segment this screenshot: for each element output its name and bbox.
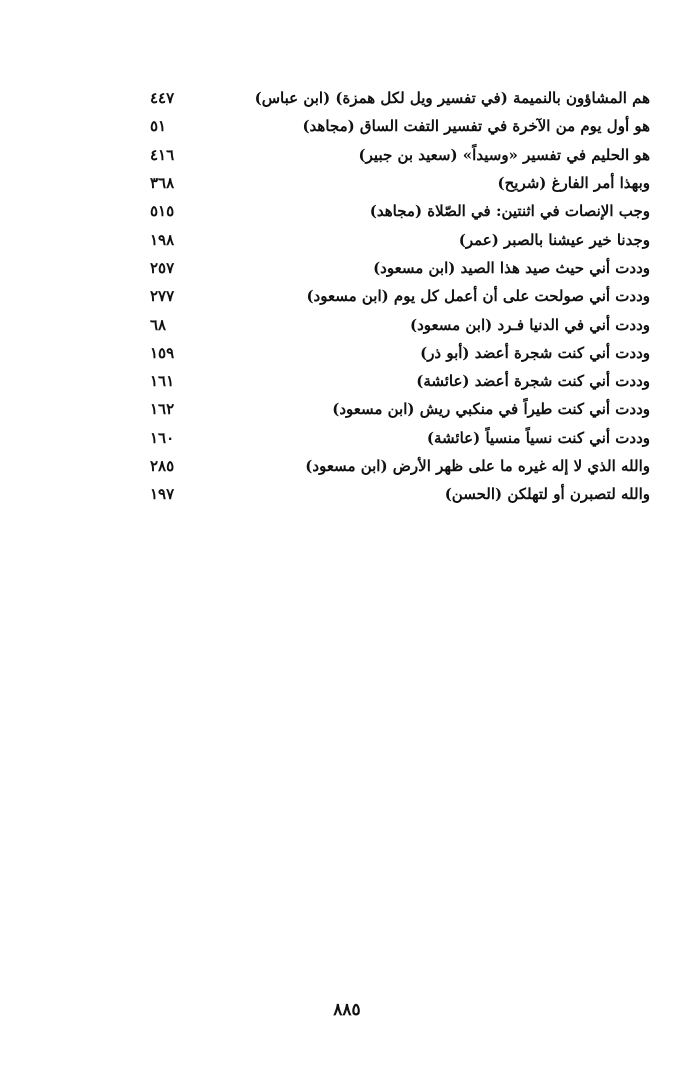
entry-text: وددت أني حيث صيد هذا الصيد (ابن مسعود): [373, 258, 650, 277]
entry-page-number: ١٦٢: [150, 400, 175, 419]
entry-page-number: ٥١: [150, 117, 167, 136]
entry-text: وددت أني كنت شجرة أعضد (عائشة): [416, 372, 650, 391]
entry-page-number: ٢٨٥: [150, 457, 175, 475]
index-row: [150, 452, 650, 480]
entry-page-number: ٤١٦: [150, 145, 175, 164]
entry-text: والله لتصبرن أو لتهلكن (الحسن): [444, 485, 650, 504]
entry-text: وجب الإنصات في اثنتين: في الصّلاة (مجاهد): [369, 202, 650, 221]
entry-page-number: ١٩٨: [150, 230, 175, 249]
index-row: [150, 395, 650, 423]
index-row: [150, 84, 650, 112]
entry-text: وجدنا خير عيشنا بالصبر (عمر): [458, 230, 650, 249]
entry-text: وددت أني كنت شجرة أعضد (أبو ذر): [420, 343, 650, 362]
footer-page-number: ٨٨٥: [333, 1000, 361, 1020]
entry-page-number: ٣٦٨: [150, 174, 175, 193]
entry-text: هو أول يوم من الآخرة في تفسير التفت الساق (مجاهد): [302, 117, 650, 136]
entry-text: والله الذي لا إله غيره ما على ظهر الأرض (ابن مسعود): [305, 457, 650, 475]
index-row: [150, 254, 650, 282]
index-row: [150, 367, 650, 395]
entry-text: وددت أني صولحت على أن أعمل كل يوم (ابن مسعود): [306, 287, 650, 306]
index-row: [150, 424, 650, 452]
entry-page-number: ١٦٠: [150, 428, 175, 447]
index-row: [150, 141, 650, 169]
entry-text: هو الحليم في تفسير «وسيداً» (سعيد بن جبير): [358, 145, 650, 164]
index-row: [150, 197, 650, 225]
index-row: [150, 480, 650, 508]
entry-page-number: ١٥٩: [150, 343, 175, 362]
entry-page-number: ١٦١: [150, 372, 175, 391]
index-row: [150, 282, 650, 310]
entry-text: وبهذا أمر الفارغ (شريح): [497, 174, 650, 193]
index-row: [150, 225, 650, 253]
index-row: [150, 169, 650, 197]
entry-text: وددت أني في الدنيا فـرد (ابن مسعود): [409, 315, 650, 334]
index-row: [150, 112, 650, 140]
entry-page-number: ٦٨: [150, 315, 167, 334]
entry-page-number: ٢٥٧: [150, 258, 175, 277]
entry-page-number: ٢٧٧: [150, 287, 175, 306]
entry-page-number: ١٩٧: [150, 485, 175, 504]
index-row: [150, 310, 650, 338]
entry-page-number: ٤٤٧: [150, 89, 175, 108]
index-row: [150, 339, 650, 367]
index-list: [150, 84, 650, 508]
entry-text: وددت أني كنت نسياً منسياً (عائشة): [426, 428, 650, 447]
entry-text: هم المشاؤون بالنميمة (في تفسير ويل لكل همزة) (ابن عباس): [254, 89, 650, 108]
entry-page-number: ٥١٥: [150, 202, 175, 221]
entry-text: وددت أني كنت طيراً في منكبي ريش (ابن مسعود): [332, 400, 650, 419]
